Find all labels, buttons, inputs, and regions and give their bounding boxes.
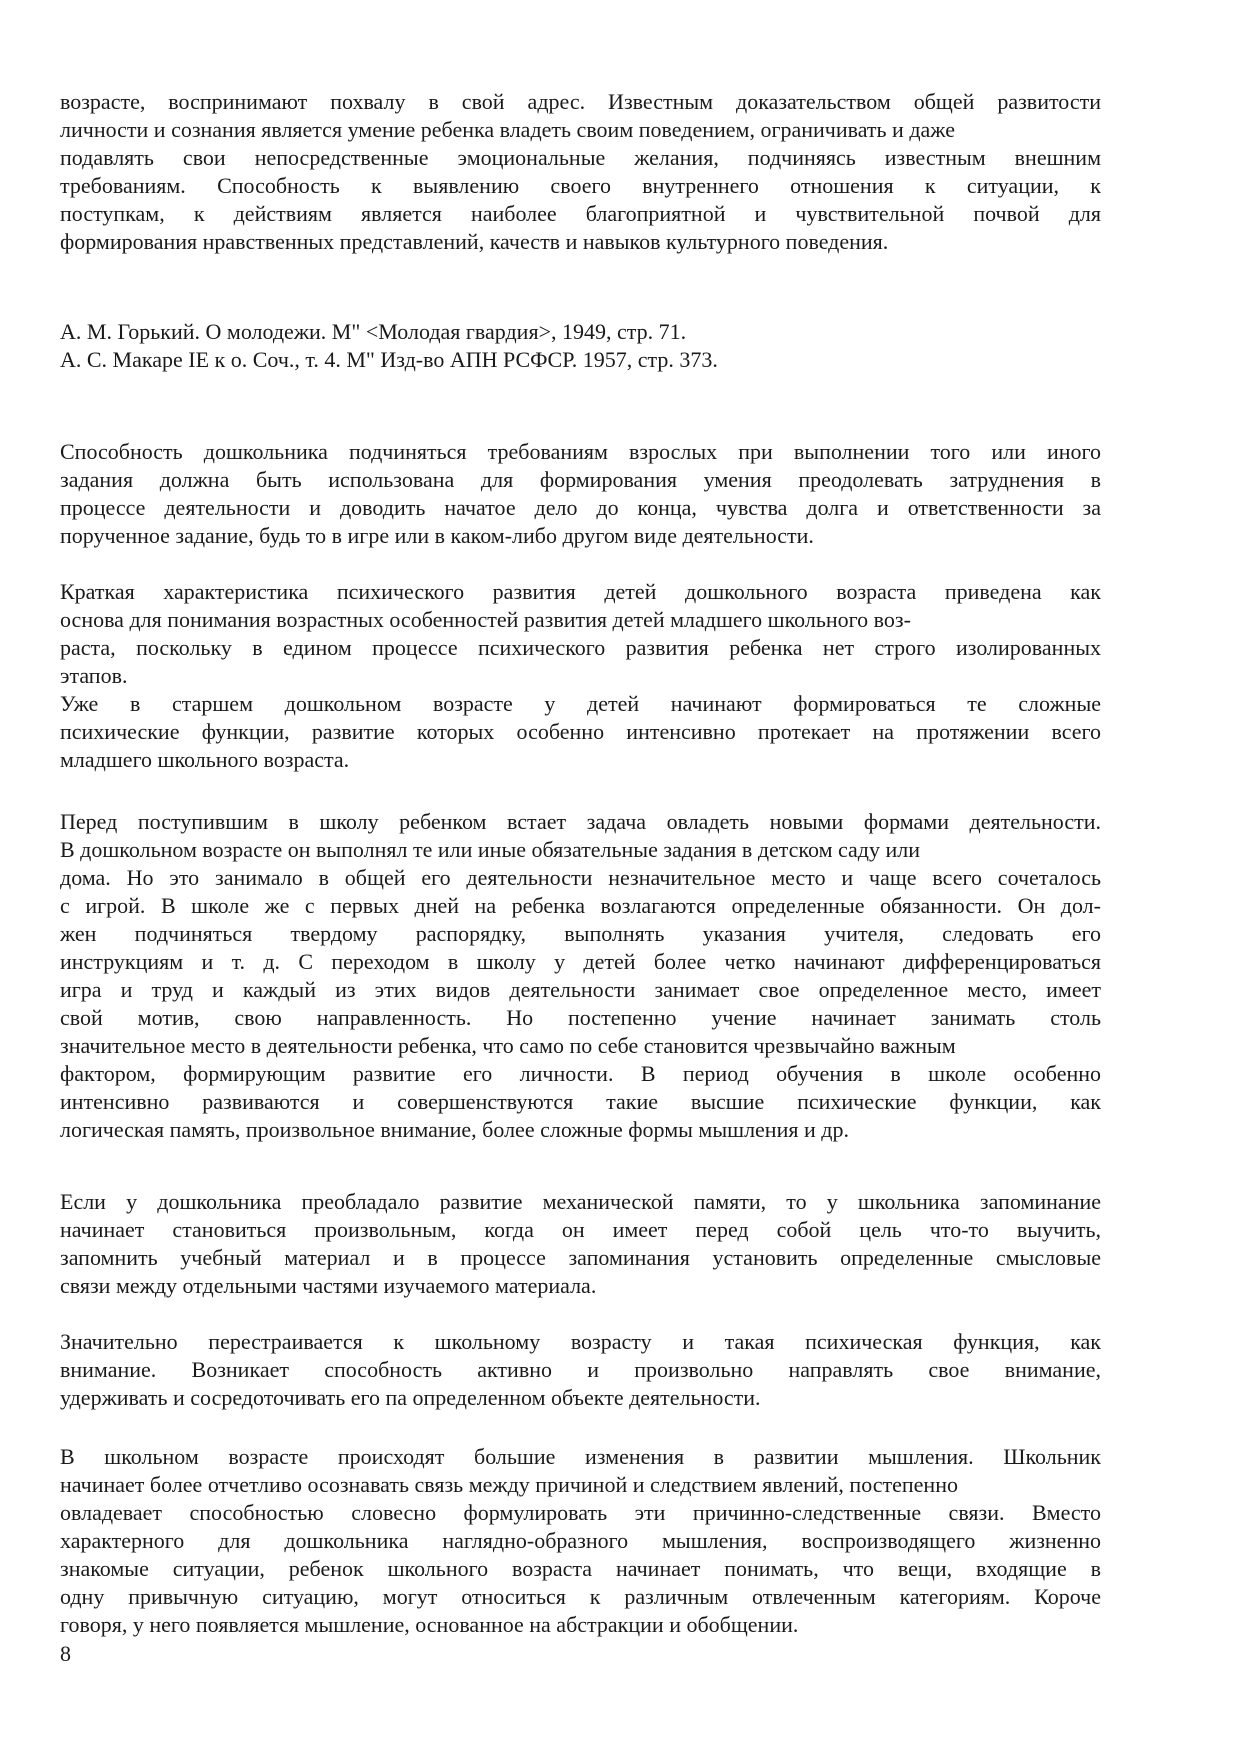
text-line: одну привычную ситуацию, могут относиться к различным отвлеченным категориям. Короче <box>60 1584 1101 1609</box>
page-number: 8 <box>60 1641 71 1666</box>
text-line: дома. Но это занимало в общей его деятельности незначительное место и чаще всего сочеталось <box>60 865 1101 890</box>
text-line: младшего школьного возраста. <box>60 747 350 772</box>
text-line: жен подчиняться твердому распорядку, выполнять указания учителя, следовать его <box>60 921 1101 946</box>
footnotes <box>60 318 1101 374</box>
paragraph <box>60 578 1101 774</box>
text-line: Уже в старшем дошкольном возрасте у детей начинают формироваться те сложные <box>60 691 1101 716</box>
text-line: Перед поступившим в школу ребенком встает задача овладеть новыми формами деятельности. <box>60 809 1101 834</box>
paragraph <box>60 1188 1101 1300</box>
paragraph <box>60 1443 1101 1639</box>
text-line: подавлять свои непосредственные эмоциональные желания, подчиняясь известным внешним <box>60 145 1101 170</box>
footnote-line: А. М. Горький. О молодежи. М" <Молодая гвардия>, 1949, стр. 71. <box>60 319 687 344</box>
text-line: поступкам, к действиям является наиболее благоприятной и чувствительной почвой для <box>60 201 1101 226</box>
text-line: знакомые ситуации, ребенок школьного возраста начинает понимать, что вещи, входящие в <box>60 1556 1101 1581</box>
text-line: связи между отдельными частями изучаемого материала. <box>60 1273 597 1298</box>
text-line: начинает более отчетливо осознавать связь между причиной и следствием явлений, постепенно <box>60 1472 958 1497</box>
text-line: свой мотив, свою направленность. Но постепенно учение начинает занимать столь <box>60 1005 1101 1030</box>
text-line: Если у дошкольника преобладало развитие механической памяти, то у школьника запоминание <box>60 1189 1101 1214</box>
text-line: характерного для дошкольника наглядно-образного мышления, воспроизводящего жизненно <box>60 1528 1101 1553</box>
text-line: игра и труд и каждый из этих видов деятельности занимает свое определенное место, имеет <box>60 977 1101 1002</box>
text-line: фактором, формирующим развитие его личности. В период обучения в школе особенно <box>60 1061 1101 1086</box>
text-line: начинает становиться произвольным, когда он имеет перед собой цель что-то выучить, <box>60 1217 1101 1242</box>
text-line: удерживать и сосредоточивать его па определенном объекте деятельности. <box>60 1385 761 1410</box>
footnote-line: А. С. Макаре IЕ к о. Соч., т. 4. М" Изд-во АПН РСФСР. 1957, стр. 373. <box>60 347 718 372</box>
text-line: логическая память, произвольное внимание, более сложные формы мышления и др. <box>60 1117 849 1142</box>
text-line: В школьном возрасте происходят большие изменения в развитии мышления. Школьник <box>60 1444 1101 1469</box>
text-line: порученное задание, будь то в игре или в каком-либо другом виде деятельности. <box>60 523 814 548</box>
text-line: психические функции, развитие которых особенно интенсивно протекает на протяжении всего <box>60 719 1101 744</box>
text-line: Способность дошкольника подчиняться требованиям взрослых при выполнении того или иного <box>60 439 1101 464</box>
text-line: овладевает способностью словесно формулировать эти причинно-следственные связи. Вместо <box>60 1500 1101 1525</box>
paragraph <box>60 438 1101 550</box>
text-line: формирования нравственных представлений, качеств и навыков культурного поведения. <box>60 229 889 254</box>
paragraph <box>60 808 1101 1144</box>
text-line: личности и сознания является умение ребенка владеть своим поведением, ограничивать и даже <box>60 117 955 142</box>
text-line: этапов. <box>60 663 128 688</box>
text-line: В дошкольном возрасте он выполнял те или иные обязательные задания в детском саду или <box>60 837 921 862</box>
text-line: возрасте, воспринимают похвалу в свой адрес. Известным доказательством общей развитости <box>60 89 1101 114</box>
text-line: процессе деятельности и доводить начатое дело до конца, чувства долга и ответственности за <box>60 495 1101 520</box>
text-line: с игрой. В школе же с первых дней на ребенка возлагаются определенные обязанности. Он дол- <box>60 893 1101 918</box>
paragraph <box>60 1328 1101 1412</box>
paragraph <box>60 88 1101 256</box>
text-line: инструкциям и т. д. С переходом в школу у детей более четко начинают дифференцироваться <box>60 949 1101 974</box>
text-line: интенсивно развиваются и совершенствуются такие высшие психические функции, как <box>60 1089 1101 1114</box>
text-line: раста, поскольку в едином процессе психического развития ребенка нет строго изолированных <box>60 635 1101 660</box>
text-line: требованиям. Способность к выявлению своего внутреннего отношения к ситуации, к <box>60 173 1101 198</box>
text-line: Значительно перестраивается к школьному возрасту и такая психическая функция, как <box>60 1329 1101 1354</box>
text-line: основа для понимания возрастных особенностей развития детей младшего школьного воз- <box>60 607 911 632</box>
text-line: запомнить учебный материал и в процессе запоминания установить определенные смысловые <box>60 1245 1101 1270</box>
text-line: Краткая характеристика психического развития детей дошкольного возраста приведена как <box>60 579 1101 604</box>
text-line: значительное место в деятельности ребенка, что само по себе становится чрезвычайно важным <box>60 1033 956 1058</box>
text-line: внимание. Возникает способность активно и произвольно направлять свое внимание, <box>60 1357 1101 1382</box>
text-line: задания должна быть использована для формирования умения преодолевать затруднения в <box>60 467 1101 492</box>
text-line: говоря, у него появляется мышление, основанное на абстракции и обобщении. <box>60 1612 799 1637</box>
